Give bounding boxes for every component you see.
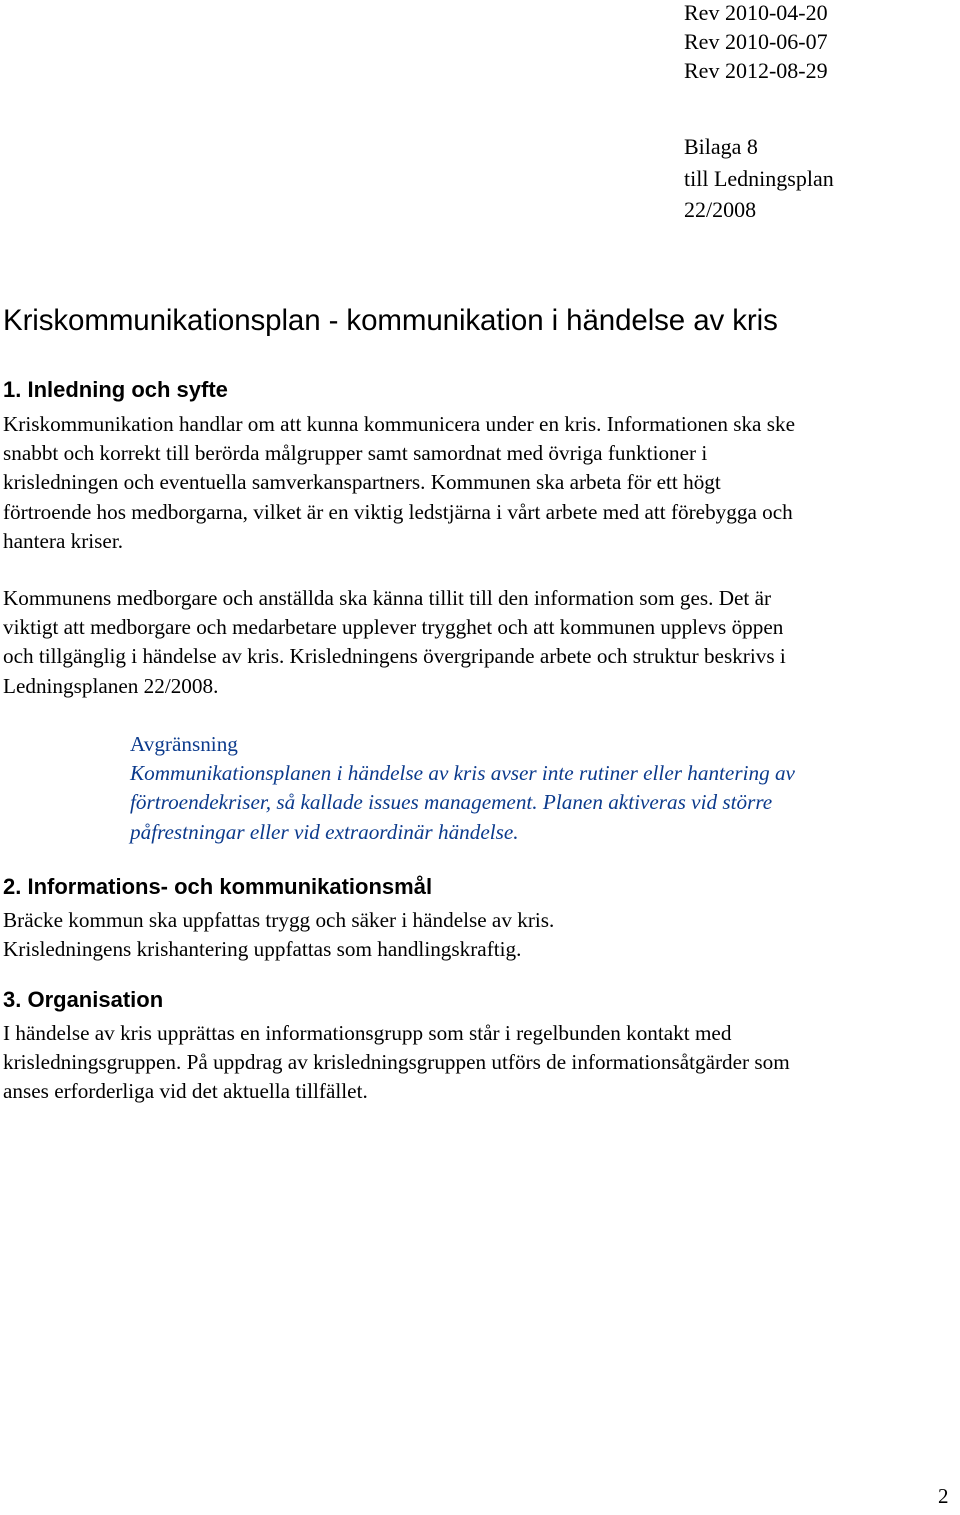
- revision-list: [684, 0, 828, 85]
- delimitation-block: [130, 730, 950, 847]
- text-line: Kriskommunikation handlar om att kunna kommunicera under en kris. Informationen ska ske: [3, 412, 795, 436]
- attachment-label: Bilaga 8: [684, 134, 758, 159]
- attachment-number: 22/2008: [684, 197, 757, 222]
- attachment-plan: till Ledningsplan: [684, 165, 834, 191]
- text-line: påfrestningar eller vid extraordinär händelse.: [130, 819, 519, 844]
- section-2-heading: 2. Informations- och kommunikationsmål: [3, 874, 433, 899]
- section-3-heading: 3. Organisation: [3, 987, 164, 1012]
- text-line: och tillgänglig i händelse av kris. Krisledningens övergripande arbete och struktur beskrivs i: [3, 644, 786, 669]
- text-line: Ledningsplanen 22/2008.: [3, 673, 219, 698]
- section-3-paragraph: [3, 1019, 943, 1107]
- text-line: krisledningen och eventuella samverkanspartners. Kommunen ska arbeta för ett högt: [3, 470, 721, 495]
- text-line: viktigt att medborgare och medarbetare upplever trygghet och att kommunen upplevs öppen: [3, 615, 784, 640]
- text-line: förtroende hos medborgarna, vilket är en viktig ledstjärna i vårt arbete med att förebygga och: [3, 499, 793, 524]
- text-line: anses erforderliga vid det aktuella tillfället.: [3, 1079, 368, 1104]
- section-2-paragraph: [3, 906, 943, 964]
- text-line: snabbt och korrekt till berörda målgrupper samt samordnat med övriga funktioner i: [3, 441, 708, 466]
- text-line: I händelse av kris upprättas en informationsgrupp som står i regelbunden kontakt med: [3, 1021, 732, 1045]
- text-line: Bräcke kommun ska uppfattas trygg och säker i händelse av kris.: [3, 908, 555, 932]
- text-line: Krisledningens krishantering uppfattas som handlingskraftig.: [3, 937, 522, 962]
- section-1-heading: 1. Inledning och syfte: [3, 377, 228, 402]
- text-line: hantera kriser.: [3, 528, 124, 553]
- text-line: förtroendekriser, så kallade issues management. Planen aktiveras vid större: [130, 790, 773, 815]
- text-line: Kommunikationsplanen i händelse av kris avser inte rutiner eller hantering av: [130, 761, 795, 786]
- document-title: Kriskommunikationsplan - kommunikation i händelse av kris: [3, 304, 778, 337]
- section-1-paragraph-1: [3, 410, 943, 556]
- attachment-reference: [684, 131, 834, 226]
- text-line: Kommunens medborgare och anställda ska känna tillit till den information som ges. Det är: [3, 586, 772, 610]
- revision-date: Rev 2010-04-20: [684, 0, 828, 25]
- revision-date: Rev 2010-06-07: [684, 29, 828, 54]
- text-line: krisledningsgruppen. På uppdrag av krisledningsgruppen utförs de informationsåtgärder som: [3, 1050, 790, 1075]
- revision-date: Rev 2012-08-29: [684, 58, 828, 83]
- page-number: 2: [938, 1484, 949, 1508]
- section-1-paragraph-2: [3, 584, 943, 701]
- delimitation-heading: Avgränsning: [130, 732, 238, 756]
